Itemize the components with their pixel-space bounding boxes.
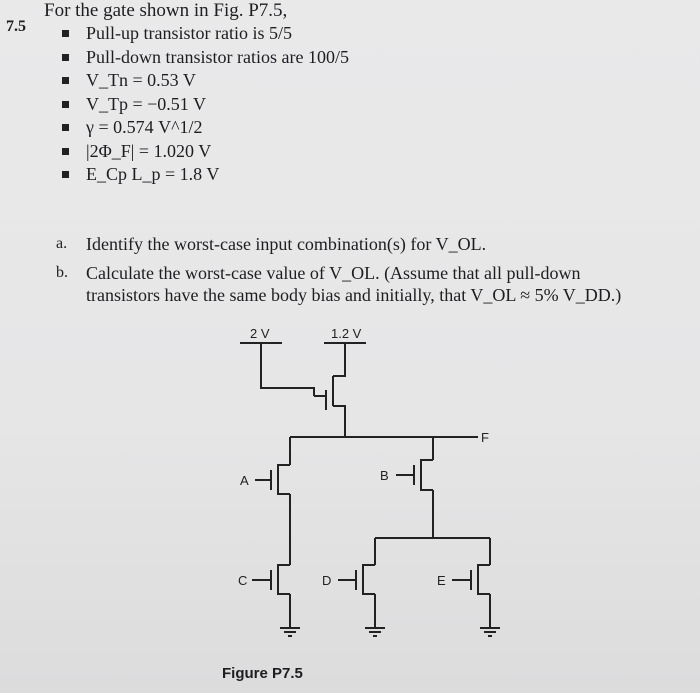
pmos-drain — [333, 406, 345, 437]
supply-left-label: 2 V — [250, 326, 270, 341]
problem-intro: For the gate shown in Fig. P7.5, — [44, 0, 288, 21]
part-b-text-line2: transistors have the same body bias and initially, that V_OL ≈ 5% V_DD.) — [86, 285, 622, 305]
bullet-vtp: V_Tp = −0.51 V — [62, 93, 349, 117]
bullet-ecl: E_Cp L_p = 1.8 V — [62, 163, 349, 187]
bullet-gamma: γ = 0.574 V^1/2 — [62, 116, 349, 140]
output-label: F — [481, 430, 489, 445]
nmos-e-channel — [478, 565, 490, 594]
supply-right-label: 1.2 V — [331, 326, 362, 341]
nmos-d-channel — [363, 565, 375, 594]
bullet-pulldown: Pull-down transistor ratios are 100/5 — [62, 46, 349, 70]
input-e-label: E — [437, 573, 446, 588]
input-a-label: A — [240, 473, 249, 488]
input-b-label: B — [380, 468, 389, 483]
pmos-gate-wire — [261, 343, 314, 396]
part-b-text-line1: Calculate the worst-case value of V_OL. (Assume that all pull-down — [86, 263, 581, 283]
part-a-text: Identify the worst-case input combination(s) for V_OL. — [86, 234, 487, 254]
bullet-vtn: V_Tn = 0.53 V — [62, 69, 349, 93]
input-d-label: D — [322, 573, 332, 588]
part-a-label: a. — [56, 235, 68, 252]
input-c-label: C — [238, 573, 248, 588]
part-b-label: b. — [56, 264, 68, 281]
pmos-source — [333, 343, 345, 376]
nmos-a-channel — [278, 465, 290, 494]
problem-number: 7.5 — [6, 18, 26, 35]
nmos-b-channel — [421, 460, 433, 490]
bullet-phi: |2Φ_F| = 1.020 V — [62, 140, 349, 164]
figure-caption: Figure P7.5 — [222, 665, 303, 682]
nmos-c-channel — [278, 565, 290, 594]
bullet-pullup: Pull-up transistor ratio is 5/5 — [62, 22, 349, 46]
